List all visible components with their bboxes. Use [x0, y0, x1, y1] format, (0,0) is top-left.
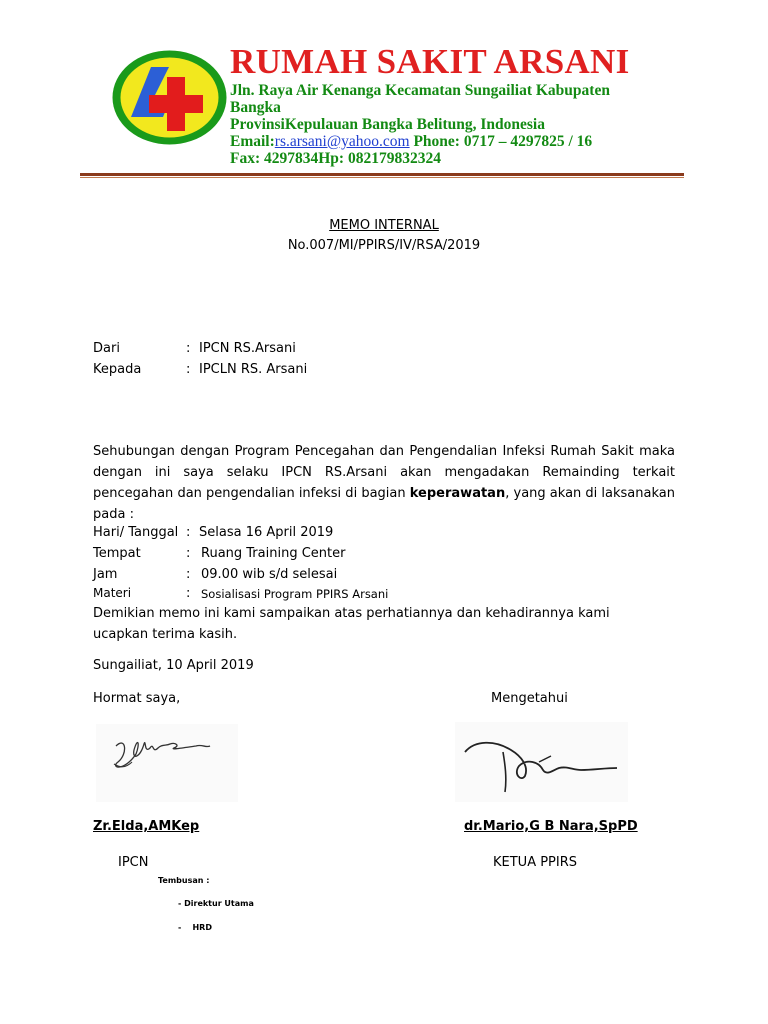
to-value: IPCLN RS. Arsani [199, 362, 308, 377]
detail-value-material: Sosialisasi Program PPIRS Arsani [201, 587, 389, 601]
detail-colon: : [186, 546, 191, 561]
cc-label: Tembusan : [158, 876, 210, 885]
address-line-2: Bangka [230, 99, 281, 116]
acknowledge-text: Mengetahui [491, 691, 568, 706]
cc-item-text: HRD [192, 923, 212, 932]
regards-text: Hormat saya, [93, 691, 181, 706]
detail-label-material: Materi [93, 586, 132, 600]
signature-right [455, 722, 628, 802]
to-label: Kepada [93, 362, 142, 377]
from-colon: : [186, 341, 191, 356]
header-divider-thin [80, 177, 684, 178]
phone-text: Phone: 0717 – 4297825 / 16 [409, 133, 593, 150]
from-label: Dari [93, 341, 120, 356]
detail-value-date: Selasa 16 April 2019 [199, 525, 334, 540]
signer-left-name: Zr.Elda,AMKep [93, 819, 200, 834]
detail-label-date: Hari/ Tanggal [93, 525, 179, 540]
signer-right-role: KETUA PPIRS [493, 855, 578, 870]
contact-line [230, 133, 592, 151]
detail-label-place: Tempat [93, 546, 141, 561]
address-line-1: Jln. Raya Air Kenanga Kecamatan Sungailiat Kabupaten [230, 82, 610, 99]
cc-item: - HRD [178, 923, 212, 932]
to-colon: : [186, 362, 191, 377]
place-date: Sungailiat, 10 April 2019 [93, 658, 254, 673]
hospital-name: RUMAH SAKIT ARSANI [230, 42, 630, 81]
body-bold-text: keperawatan [409, 486, 506, 501]
detail-value-time: 09.00 wib s/d selesai [201, 567, 338, 582]
detail-label-time: Jam [93, 567, 118, 582]
memo-title: MEMO INTERNAL [329, 218, 439, 233]
from-value: IPCN RS.Arsani [199, 341, 296, 356]
cc-item-text: Direktur Utama [184, 899, 254, 908]
memo-number: No.007/MI/PPIRS/IV/RSA/2019 [287, 238, 481, 253]
hospital-logo [111, 49, 228, 146]
header-divider [80, 173, 684, 176]
email-label: Email: [230, 133, 275, 150]
signer-right-name: dr.Mario,G B Nara,SpPD [464, 819, 638, 834]
body-text-1: Sehubungan dengan Program Pencegahan dan Pengendalian Infeksi Rumah Sakit maka dengan ini saya selaku IPCN RS.Arsani akan mengadakan Remainding terkait pencegahan dan pengendalian infeksi di bagian [93, 444, 675, 501]
closing-paragraph: Demikian memo ini kami sampaikan atas perhatiannya dan kehadirannya kami ucapkan terima kasih. [93, 606, 610, 642]
body-text-2: , yang akan di laksanakan pada : [93, 486, 675, 522]
cc-item: - Direktur Utama [178, 899, 254, 908]
detail-colon: : [186, 567, 191, 582]
signer-left-role: IPCN [118, 855, 149, 870]
detail-value-place: Ruang Training Center [201, 546, 346, 561]
detail-colon: : [186, 525, 191, 540]
address-line-3: ProvinsiKepulauan Bangka Belitung, Indonesia [230, 116, 545, 133]
signature-left [96, 724, 238, 802]
body-paragraph [93, 441, 675, 525]
email-link[interactable]: rs.arsani@yahoo.com [274, 133, 410, 150]
detail-colon: : [186, 586, 191, 601]
fax-line: Fax: 4297834Hp: 082179832324 [230, 150, 441, 167]
